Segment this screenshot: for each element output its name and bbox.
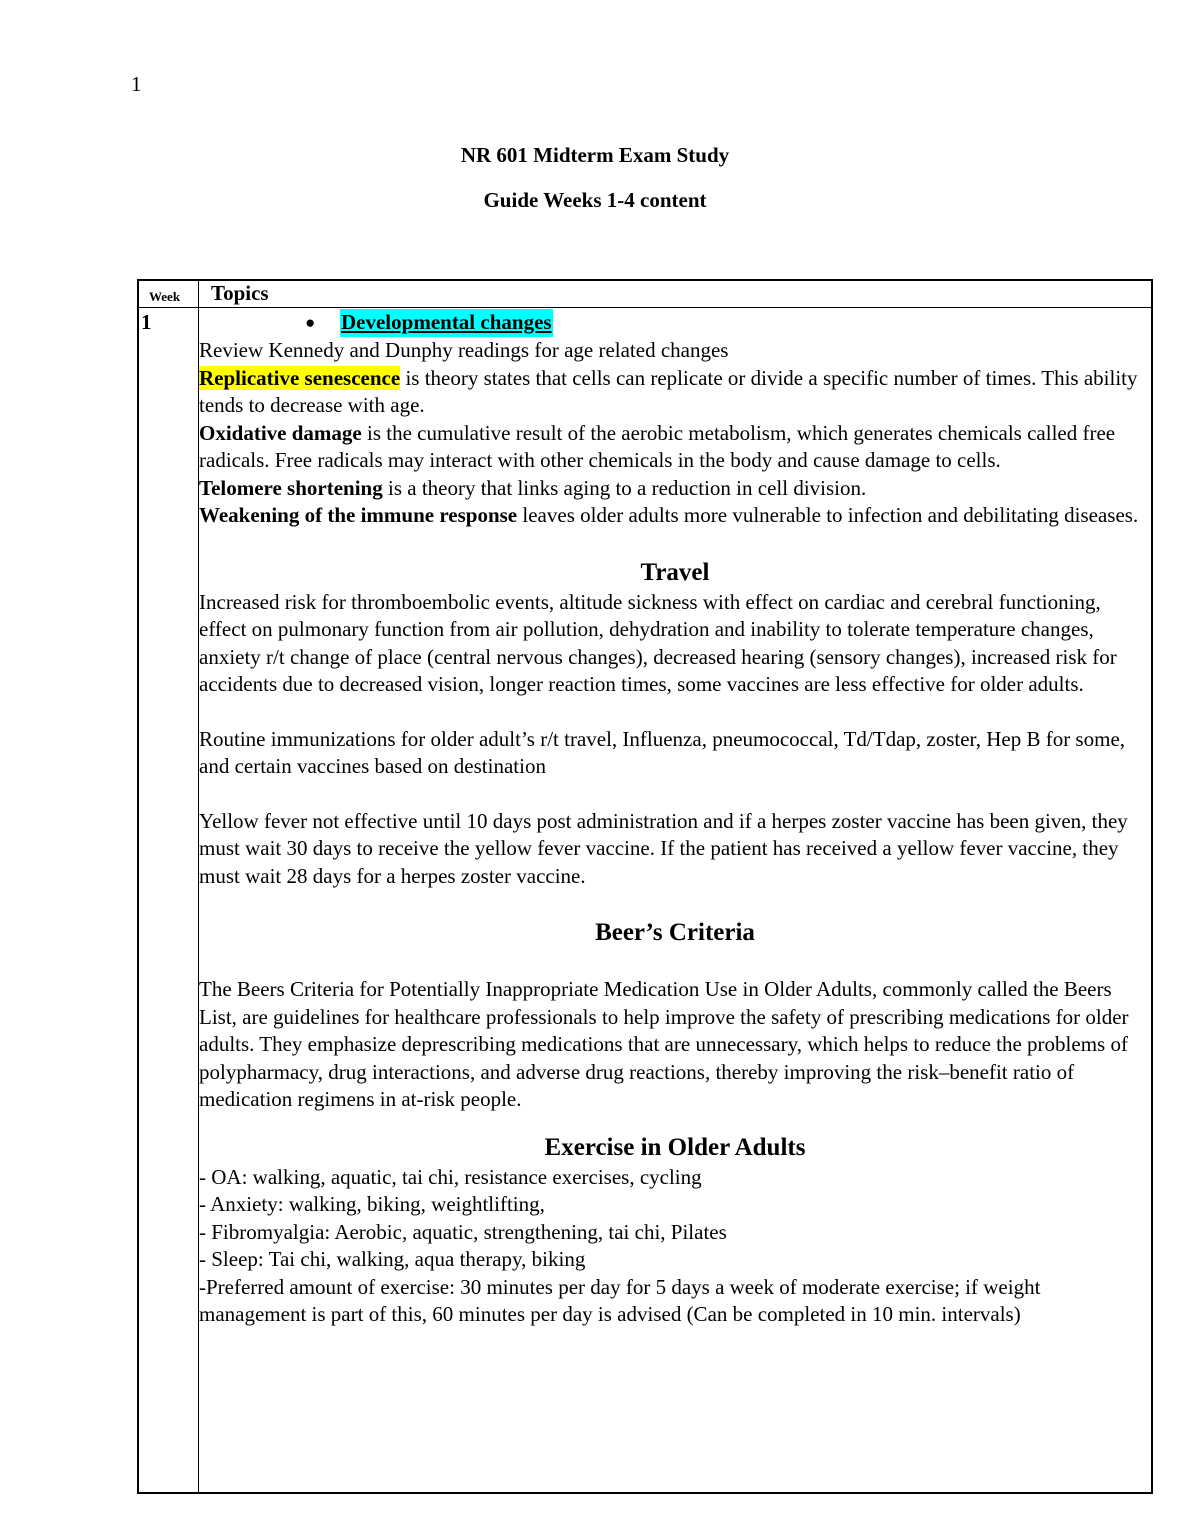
review-line: Review Kennedy and Dunphy readings for age related changes — [199, 338, 729, 362]
bullet-item — [199, 307, 1151, 337]
telomere-paragraph — [199, 475, 1151, 503]
travel-paragraph-2: Routine immunizations for older adult’s r/t travel, Influenza, pneumococcal, Td/Tdap, zoster, Hep B for some, and certain vaccines based on destination — [199, 726, 1126, 778]
developmental-changes-link[interactable]: Developmental changes — [340, 309, 553, 337]
page-number: 1 — [131, 72, 142, 96]
beers-criteria-paragraph: The Beers Criteria for Potentially Inappropriate Medication Use in Older Adults, commonly called the Beers List, are guidelines for healthcare professionals to help improve the safety of prescribing medications for older adults. They emphasize deprescribing medications that are unnecessary, which helps to reduce the problems of polypharmacy, drug interactions, and adverse drug reactions, thereby improving the risk–benefit ratio of medication regimens in at-risk people. — [199, 977, 1129, 1111]
exercise-heading: Exercise in Older Adults — [544, 1133, 806, 1161]
document-title-line-2: Guide Weeks 1-4 content — [483, 188, 707, 212]
oxidative-damage-paragraph — [199, 420, 1151, 475]
study-guide-table — [137, 279, 1153, 1494]
exercise-item: - OA: walking, aquatic, tai chi, resistance exercises, cycling — [199, 1164, 702, 1189]
week-number: 1 — [141, 310, 152, 334]
travel-paragraph-1: Increased risk for thromboembolic events, altitude sickness with effect on cardiac and cerebral functioning, effect on pulmonary function from air pollution, dehydration and inability to tolerate temperature changes, anxiety r/t change of place (central nervous changes), decreased hearing (sensory changes), increased risk for accidents due to decreased vision, longer reaction times, some vaccines are less effective for older adults. — [199, 589, 1117, 696]
replicative-senescence-term: Replicative senescence — [199, 365, 401, 390]
telomere-text: is a theory that links aging to a reduction in cell division. — [382, 475, 867, 500]
week-column-header: Week — [149, 289, 181, 304]
document-title-line-1: NR 601 Midterm Exam Study — [460, 143, 730, 167]
oxidative-damage-text: is the cumulative result of the aerobic metabolism, which generates chemicals called free radicals. Free radicals may interact with other chemicals in the body and cause damage to cells. — [199, 420, 1116, 472]
exercise-item: -Preferred amount of exercise: 30 minutes per day for 5 days a week of moderate exercise; if weight management is part of this, 60 minutes per day is advised (Can be completed in 10 min. intervals) — [199, 1274, 1041, 1326]
beers-criteria-heading: Beer’s Criteria — [595, 919, 755, 946]
exercise-item: - Anxiety: walking, biking, weightlifting, — [199, 1192, 545, 1216]
oxidative-damage-term: Oxidative damage — [199, 420, 362, 445]
bullet-icon: ● — [305, 313, 316, 332]
exercise-item: - Sleep: Tai chi, walking, aqua therapy, biking — [199, 1247, 586, 1271]
travel-heading: Travel — [640, 558, 710, 586]
topics-column-header: Topics — [211, 281, 269, 305]
immune-paragraph — [199, 502, 1151, 530]
exercise-item: - Fibromyalgia: Aerobic, aquatic, strengthening, tai chi, Pilates — [199, 1219, 727, 1244]
telomere-term: Telomere shortening — [199, 475, 383, 500]
replicative-senescence-paragraph — [199, 365, 1151, 420]
topics-content — [199, 307, 1151, 1329]
replicative-senescence-text: is theory states that cells can replicate or divide a specific number of times. This ability tends to decrease with age. — [199, 365, 1138, 417]
travel-paragraph-3: Yellow fever not effective until 10 days post administration and if a herpes zoster vaccine has been given, they must wait 30 days to receive the yellow fever vaccine. If the patient has received a yellow fever vaccine, they must wait 28 days for a herpes zoster vaccine. — [199, 808, 1128, 888]
immune-term: Weakening of the immune response — [199, 503, 518, 527]
immune-text: leaves older adults more vulnerable to infection and debilitating diseases. — [517, 503, 1139, 527]
